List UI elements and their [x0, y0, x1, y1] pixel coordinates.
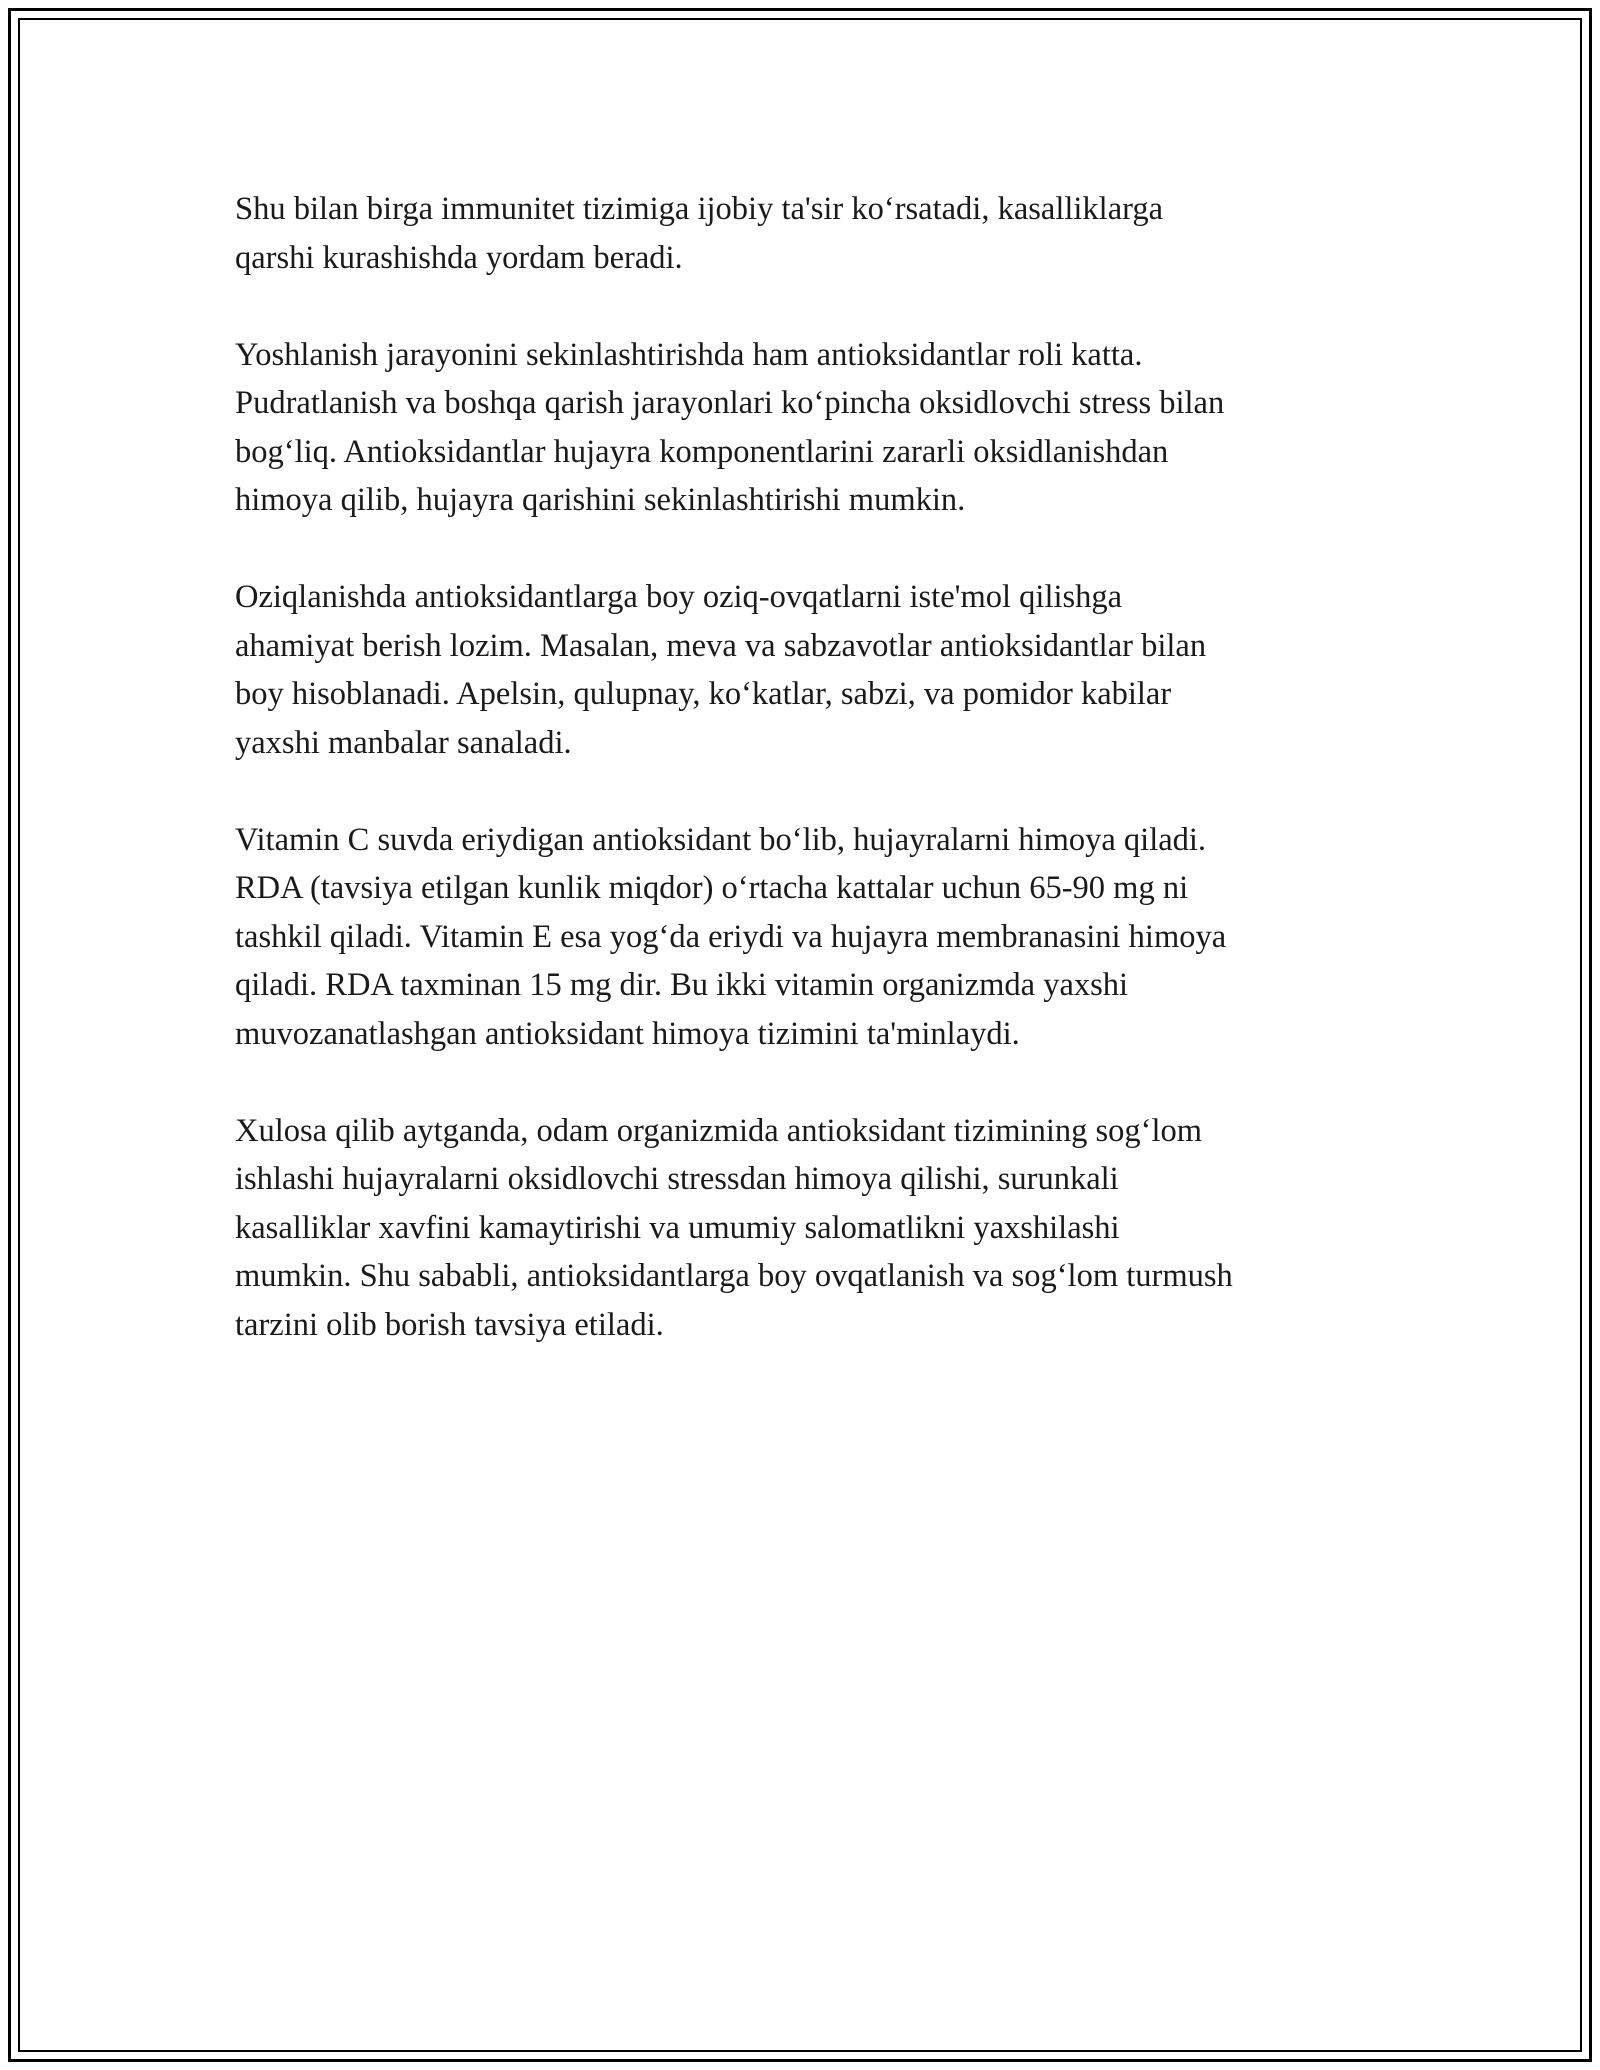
paragraph-immunity — [235, 185, 1395, 282]
text-line: muvozanatlashgan antioksidant himoya tizimini ta'minlaydi. — [235, 1015, 1020, 1052]
text-line: Yoshlanish jarayonini sekinlashtirishda ham antioksidantlar roli katta. — [235, 336, 1143, 373]
text-line: Pudratlanish va boshqa qarish jarayonlari ko‘pincha oksidlovchi stress bilan — [235, 385, 1225, 421]
document-body — [235, 185, 1395, 1349]
paragraph-vitamins — [235, 816, 1395, 1059]
text-line: qarshi kurashishda yordam beradi. — [235, 239, 683, 276]
text-line: mumkin. Shu sababli, antioksidantlarga boy ovqatlanish va sog‘lom turmush — [235, 1258, 1233, 1294]
text-line: Shu bilan birga immunitet tizimiga ijobiy ta'sir ko‘rsatadi, kasalliklarga — [235, 191, 1164, 227]
text-line: bog‘liq. Antioksidantlar hujayra komponentlarini zararli oksidlanishdan — [235, 433, 1169, 470]
text-line: RDA (tavsiya etilgan kunlik miqdor) o‘rtacha kattalar uchun 65-90 mg ni — [235, 870, 1189, 906]
text-line: tarzini olib borish tavsiya etiladi. — [235, 1306, 664, 1343]
text-line: ahamiyat berish lozim. Masalan, meva va sabzavotlar antioksidantlar bilan — [235, 627, 1207, 664]
paragraph-aging — [235, 331, 1395, 525]
paragraph-nutrition — [235, 573, 1395, 767]
paragraph-conclusion — [235, 1107, 1395, 1350]
text-line: qiladi. RDA taxminan 15 mg dir. Bu ikki vitamin organizmda yaxshi — [235, 967, 1129, 1003]
text-line: tashkil qiladi. Vitamin E esa yog‘da eriydi va hujayra membranasini himoya — [235, 918, 1227, 955]
text-line: himoya qilib, hujayra qarishini sekinlashtirishi mumkin. — [235, 482, 966, 518]
text-line: Vitamin C suvda eriydigan antioksidant bo‘lib, hujayralarni himoya qiladi. — [235, 821, 1207, 858]
text-line: yaxshi manbalar sanaladi. — [235, 724, 572, 761]
text-line: Oziqlanishda antioksidantlarga boy oziq-ovqatlarni iste'mol qilishga — [235, 579, 1123, 615]
text-line: kasalliklar xavfini kamaytirishi va umumiy salomatlikni yaxshilashi — [235, 1209, 1120, 1246]
text-line: ishlashi hujayralarni oksidlovchi stressdan himoya qilishi, surunkali — [235, 1161, 1119, 1197]
text-line: Xulosa qilib aytganda, odam organizmida antioksidant tizimining sog‘lom — [235, 1112, 1203, 1149]
text-line: boy hisoblanadi. Apelsin, qulupnay, ko‘katlar, sabzi, va pomidor kabilar — [235, 676, 1172, 712]
